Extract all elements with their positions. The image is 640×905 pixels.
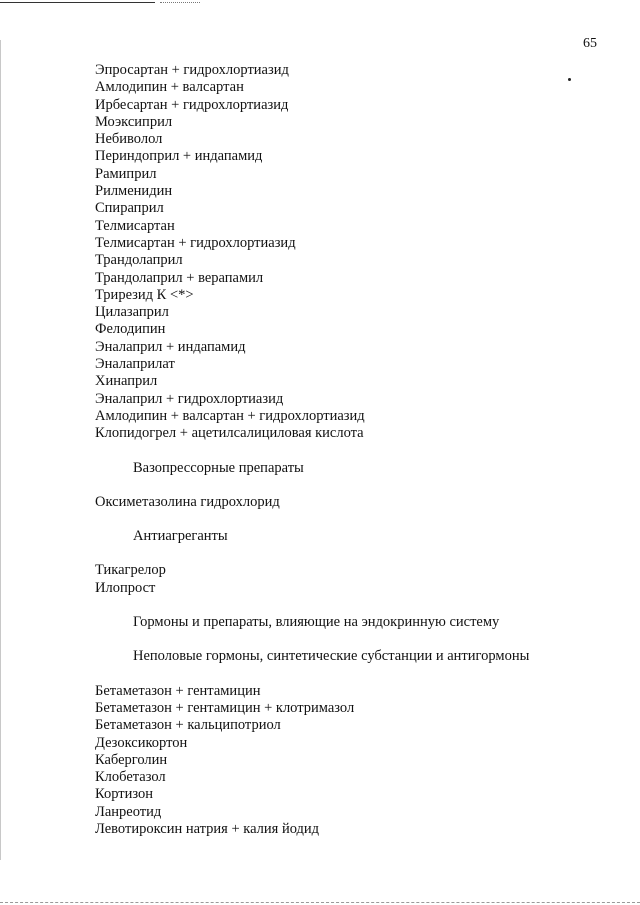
list-item: Телмисартан (95, 217, 175, 234)
top-scan-line-dotted (160, 2, 200, 3)
list-item: Кортизон (95, 786, 154, 803)
document-body (95, 62, 615, 838)
list-item: Трирезид К <*> (95, 286, 194, 303)
section-heading-vasopressor: Вазопрессорные препараты (133, 459, 304, 476)
drug-list-hormones (95, 683, 615, 839)
list-item: Цилазаприл (95, 304, 169, 321)
drug-list-antiaggregant (95, 562, 615, 597)
page-number: 65 (583, 36, 597, 51)
list-item: Каберголин (95, 751, 168, 768)
list-item: Ланреотид (95, 803, 162, 820)
list-item: Рамиприл (95, 165, 157, 182)
list-item: Трандолаприл (95, 252, 183, 269)
list-item: Трандолаприл + верапамил (95, 269, 264, 286)
section-heading-antiaggregant: Антиагреганты (133, 528, 228, 545)
list-item: Клобетазол (95, 769, 166, 786)
section-heading-hormones: Гормоны и препараты, влияющие на эндокринную систему (133, 614, 500, 631)
list-item: Эналаприл + индапамид (95, 338, 246, 355)
list-item: Эналаприлат (95, 356, 175, 373)
left-scan-edge (0, 40, 2, 860)
list-item: Бетаметазон + гентамицин (95, 682, 261, 699)
list-item: Небиволол (95, 131, 163, 148)
list-item: Бетаметазон + гентамицин + клотримазол (95, 699, 355, 716)
list-item: Клопидогрел + ацетилсалициловая кислота (95, 425, 364, 442)
drug-list-vasopressor (95, 494, 615, 511)
list-item: Дезоксикортон (95, 734, 188, 751)
list-item: Эпросартан + гидрохлортиазид (95, 62, 289, 78)
list-item: Рилменидин (95, 183, 173, 200)
list-item: Бетаметазон + кальципотриол (95, 717, 281, 734)
list-item: Тикагрелор (95, 562, 166, 579)
bottom-scan-line (0, 902, 640, 903)
list-item: Эналаприл + гидрохлортиазид (95, 390, 284, 407)
list-item: Илопрост (95, 579, 156, 596)
list-item: Амлодипин + валсартан (95, 79, 244, 96)
list-item: Оксиметазолина гидрохлорид (95, 493, 280, 510)
list-item: Хинаприл (95, 373, 158, 390)
list-item: Моэксиприл (95, 113, 173, 130)
list-item: Периндоприл + индапамид (95, 148, 263, 165)
list-item: Телмисартан + гидрохлортиазид (95, 234, 296, 251)
top-scan-line (0, 2, 155, 3)
list-item: Фелодипин (95, 321, 166, 338)
list-item: Спираприл (95, 200, 164, 217)
drug-list-antihypertensive (95, 62, 615, 443)
list-item: Левотироксин натрия + калия йодид (95, 820, 320, 837)
section-heading-nonsex-hormones: Неполовые гормоны, синтетические субстанции и антигормоны (133, 648, 530, 665)
list-item: Амлодипин + валсартан + гидрохлортиазид (95, 407, 365, 424)
list-item: Ирбесартан + гидрохлортиазид (95, 96, 289, 113)
